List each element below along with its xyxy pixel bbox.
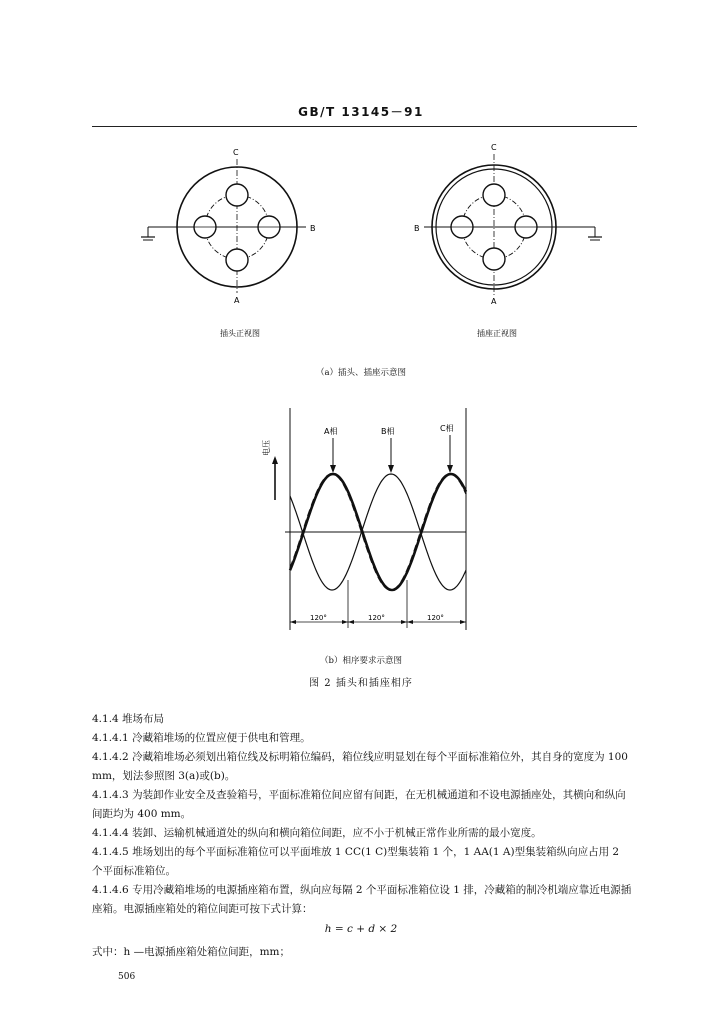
figure-a-caption: （a）插头、插座示意图 xyxy=(315,368,407,378)
paragraph-4-1-4-3: 4.1.4.3 为装卸作业安全及查验箱号，平面标准箱位间应留有间距，在无机械通道和不设电源插座处，其横向和纵向间距均为 400 mm。 xyxy=(92,789,626,820)
angle-label-2: 120° xyxy=(368,614,385,622)
section-heading: 4.1.4 堆场布局 xyxy=(92,713,165,725)
phase-a-label: A相 xyxy=(324,427,338,436)
phase-sequence-diagram xyxy=(255,400,485,640)
phase-b-label: B相 xyxy=(381,427,395,436)
body-text xyxy=(92,710,632,919)
label-c: C xyxy=(233,148,239,157)
angle-label-1: 120° xyxy=(310,614,327,622)
angle-label-3: 120° xyxy=(427,614,444,622)
socket-label-a: A xyxy=(491,297,497,305)
label-b: B xyxy=(310,224,316,233)
paragraph-4-1-4-1: 4.1.4.1 冷藏箱堆场的位置应便于供电和管理。 xyxy=(92,732,311,744)
socket-a xyxy=(483,248,505,270)
paragraph-4-1-4-4: 4.1.4.4 装卸、运输机械通道处的纵向和横向箱位间距，应不小于机械正常作业所需的最小宽度。 xyxy=(92,827,542,839)
socket-c xyxy=(483,184,505,206)
pin-c xyxy=(226,184,248,206)
paragraph-4-1-4-6: 4.1.4.6 专用冷藏箱堆场的电源插座箱布置，纵向应每隔 2 个平面标准箱位设 1 排，冷藏箱的制冷机端应靠近电源插座箱。电源插座箱处的箱位间距可按下式计算： xyxy=(92,884,632,915)
pin-a xyxy=(226,249,248,271)
plug-front-view-diagram xyxy=(130,145,330,305)
paragraph-4-1-4-5: 4.1.4.5 堆场划出的每个平面标准箱位可以平面堆放 1 CC(1 C)型集装箱 1 个，1 AA(1 A)型集装箱纵向应占用 2 个平面标准箱位。 xyxy=(92,846,620,877)
figure-title: 图 2 插头和插座相序 xyxy=(309,678,413,689)
socket-caption: 插座正视图 xyxy=(477,329,517,338)
phase-b-arrow xyxy=(388,465,394,473)
figure-b-caption: （b）相序要求示意图 xyxy=(320,656,402,666)
socket-front-view-diagram xyxy=(410,140,610,305)
phase-c-arrow xyxy=(447,465,453,473)
header-rule xyxy=(92,126,637,127)
paragraph-4-1-4-2: 4.1.4.2 冷藏箱堆场必须划出箱位线及标明箱位编码，箱位线应明显划在每个平面标准箱位外，其自身的宽度为 100 mm，划法参照图 3(a)或(b)。 xyxy=(92,751,628,782)
page-number: 506 xyxy=(118,972,136,982)
phase-a-arrow xyxy=(330,465,336,473)
voltage-label: 电压 xyxy=(262,440,271,456)
socket-label-c: C xyxy=(491,143,497,152)
socket-label-b: B xyxy=(414,224,420,233)
label-a: A xyxy=(234,296,240,305)
phase-c-label: C相 xyxy=(440,424,454,433)
formula: h = c + d × 2 xyxy=(324,923,398,935)
formula-where: 式中：h —电源插座箱处箱位间距，mm； xyxy=(92,946,291,958)
page-header: GB/T 13145－91 xyxy=(298,105,424,119)
plug-caption: 插头正视图 xyxy=(220,329,260,338)
